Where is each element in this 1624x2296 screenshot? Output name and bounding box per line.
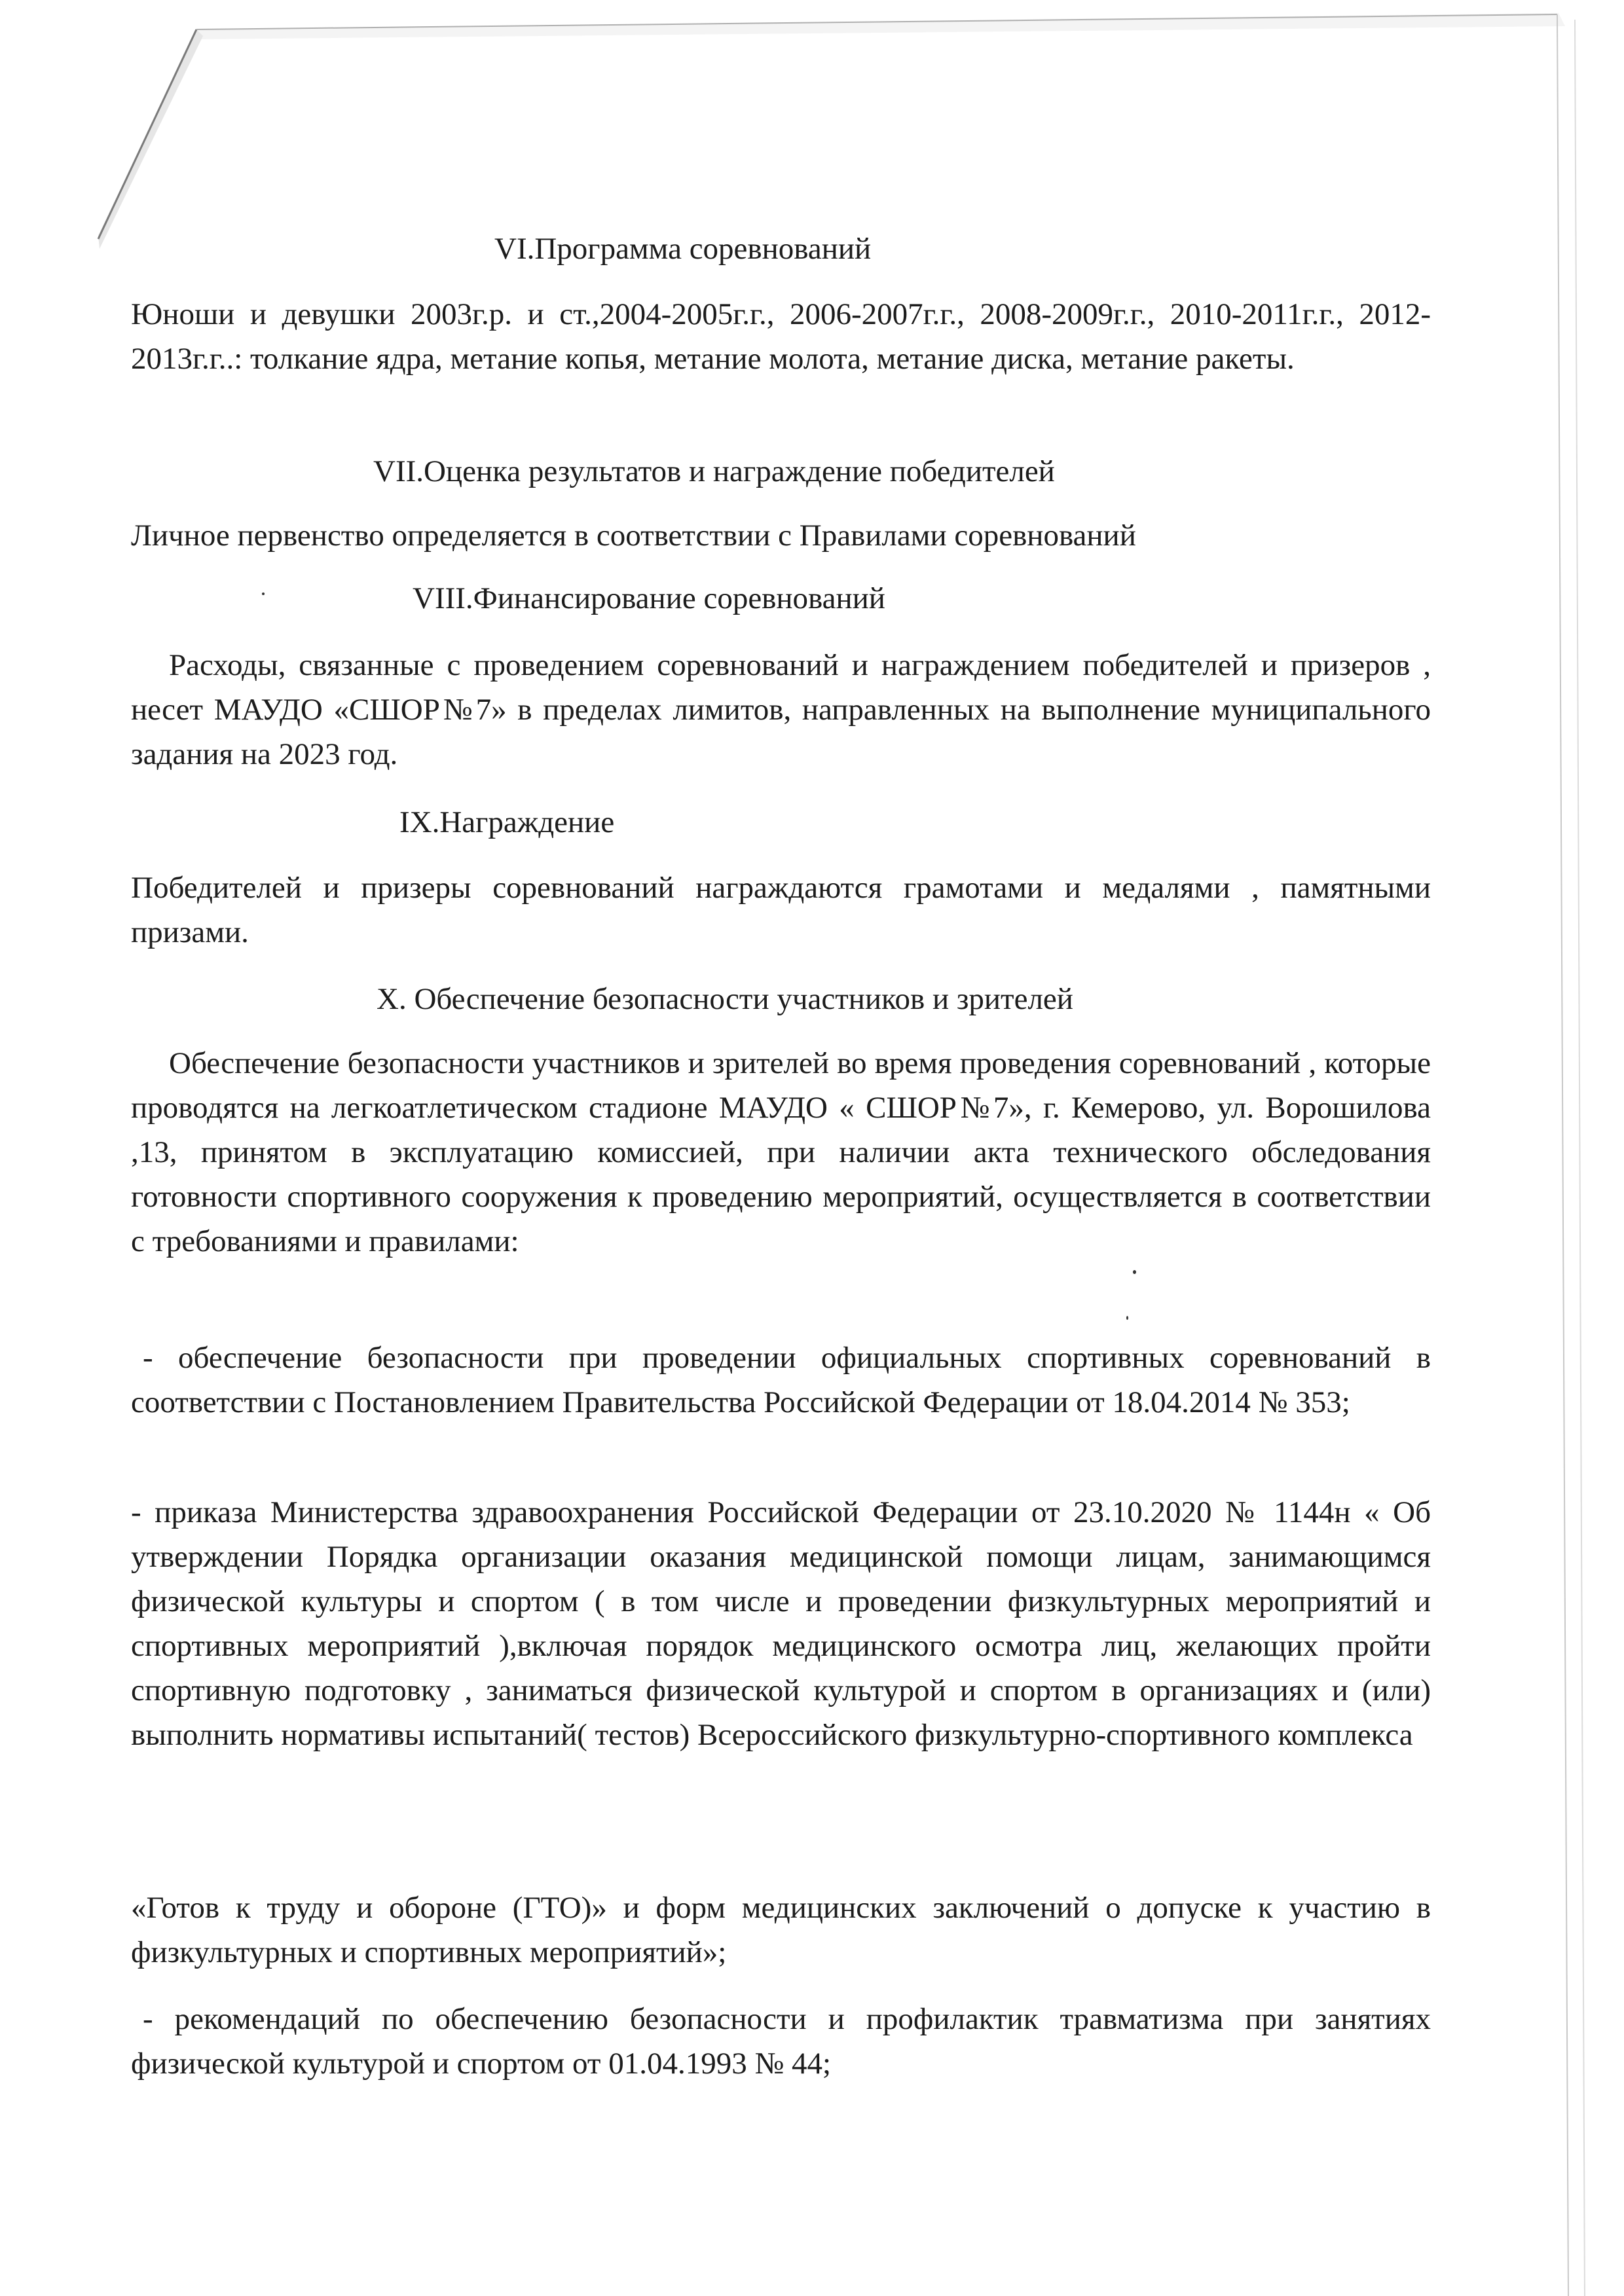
paragraph-safety-item-1: - обеспечение безопасности при проведении официальных спортивных соревнований в соответствии с Постановлением Правительства Российской Федерации от 18.04.2014 № 353; [131,1341,1431,1419]
paragraph-safety-item-3: - рекомендаций по обеспечению безопасности и профилактик травматизма при занятиях физической культурой и спортом от 01.04.1993 № 44; [131,2002,1431,2081]
scan-speck [1126,1316,1128,1320]
paragraph-safety-item-2-cont: «Готов к труду и обороне (ГТО)» и форм медицинских заключений о допуске к участию в физкультурных и спортивных мероприятий»; [131,1891,1431,1969]
paragraph-program: Юноши и девушки 2003г.р. и ст.,2004-2005г.г., 2006-2007г.г., 2008-2009г.г., 2010-2011г.г., 2012-2013г.г..: толкание ядра, метание копья, метание молота, метание диска, метание ракеты. [131,297,1431,376]
paragraph-safety-intro: Обеспечение безопасности участников и зрителей во время проведения соревнований , которые проводятся на легкоатлетическом стадионе МАУДО « СШОР№7», г. Кемерово, ул. Ворошилова ,13, принятом в эксплуатацию комиссией, при наличии акта технического обследования готовности спортивного сооружения к проведению мероприятий, осуществляется в соответствии с требованиями и правилами: [131,1046,1431,1258]
scan-speck [262,592,265,595]
paragraph-awards: Победителей и призеры соревнований награждаются грамотами и медалями , памятными призами. [131,871,1431,949]
section-heading-viii: VIII.Финансирование соревнований [413,581,885,615]
paragraph-financing: Расходы, связанные с проведением соревнований и награждением победителей и призеров , несет МАУДО «СШОР№7» в пределах лимитов, направленных на выполнение муниципального задания на 2023 год. [131,648,1431,771]
section-heading-x: X. Обеспечение безопасности участников и зрителей [377,982,1073,1016]
paragraph-safety-item-2: - приказа Министерства здравоохранения Российской Федерации от 23.10.2020 № 1144н « Об утверждении Порядка организации оказания медицинской помощи лицам, занимающимся физической культуры и спортом ( в том числе и проведении физкультурных мероприятий и спортивных мероприятий ),включая порядок медицинского осмотра лиц, желающих пройти спортивную подготовку , заниматься физической культурой и спортом в организациях и (или) выполнить нормативы испытаний( тестов) Всероссийского физкультурно-спортивного комплекса [131,1495,1431,1752]
section-heading-vi: VI.Программа соревнований [494,232,872,266]
section-heading-ix: IX.Награждение [399,805,615,839]
section-heading-vii: VII.Оценка результатов и награждение победителей [373,454,1055,488]
scan-speck [1133,1270,1136,1274]
paragraph-evaluation: Личное первенство определяется в соответствии с Правилами соревнований [131,519,1136,553]
